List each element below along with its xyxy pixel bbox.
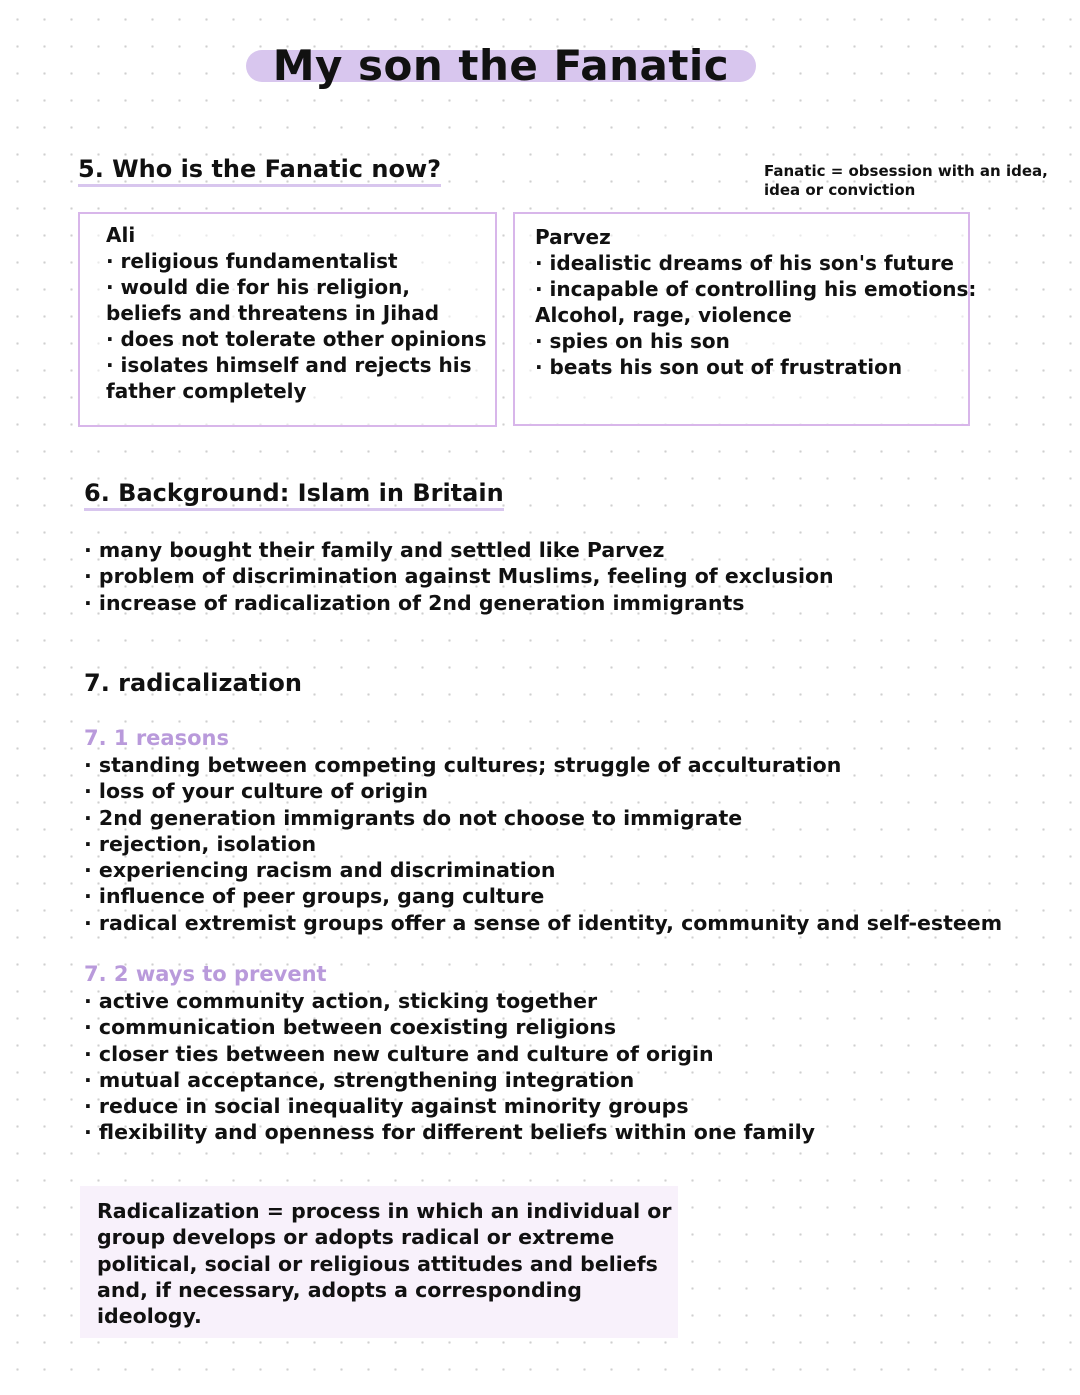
ali-line: beliefs and threatens in Jihad [106,301,440,325]
list-item: · radical extremist groups offer a sense of identity, community and self-esteem [84,910,1003,935]
definition-line: and, if necessary, adopts a corresponding [97,1277,582,1302]
list-item: · closer ties between new culture and culture of origin [84,1041,714,1066]
list-item: · reduce in social inequality against minority groups [84,1094,689,1119]
page-title: My son the Fanatic [272,41,730,90]
definition-line: Radicalization = process in which an individual or [97,1199,672,1223]
ali-line: · does not tolerate other opinions [106,327,487,351]
ali-box [78,212,497,427]
list-item: · 2nd generation immigrants do not choose to immigrate [84,805,743,830]
parvez-line: · idealistic dreams of his son's future [535,251,954,275]
ali-line: father completely [106,379,307,403]
list-item: · experiencing racism and discrimination [84,858,556,883]
definition-line: group develops or adopts radical or extreme [97,1225,615,1250]
parvez-line: · incapable of controlling his emotions: [535,277,977,301]
title-block [246,40,756,90]
list-item: · problem of discrimination against Muslims, feeling of exclusion [84,564,834,589]
parvez-box [513,212,977,426]
ali-line: · isolates himself and rejects his [106,353,472,377]
parvez-line: · spies on his son [535,329,730,353]
definition-line: ideology. [97,1304,202,1329]
list-item: · flexibility and openness for different beliefs within one family [84,1120,816,1145]
ali-label: Ali [106,223,136,247]
parvez-line: · beats his son out of frustration [535,355,903,379]
section-7-heading: 7. radicalization [84,669,302,697]
section-6-list [84,537,834,616]
list-item: · mutual acceptance, strengthening integration [84,1067,635,1092]
list-item: · communication between coexisting religions [84,1015,617,1040]
ali-line: · would die for his religion, [106,275,410,299]
list-item: · rejection, isolation [84,831,317,856]
ali-line: · religious fundamentalist [106,249,398,273]
parvez-label: Parvez [535,225,611,249]
section-5-heading: 5. Who is the Fanatic now? [78,154,441,187]
reasons-heading: 7. 1 reasons [84,726,229,750]
parvez-line: Alcohol, rage, violence [535,303,792,327]
list-item: · increase of radicalization of 2nd generation immigrants [84,590,745,615]
prevent-heading: 7. 2 ways to prevent [84,962,327,986]
list-item: · standing between competing cultures; struggle of acculturation [84,753,842,777]
section-6-heading: 6. Background: Islam in Britain [84,478,504,511]
list-item: · many bought their family and settled like Parvez [84,538,665,562]
reasons-list [84,752,1002,936]
fanatic-definition-note: Fanatic = obsession with an idea, idea or conviction [764,162,1048,199]
list-item: · loss of your culture of origin [84,779,428,804]
radicalization-definition-box [80,1186,678,1338]
prevent-list [84,988,815,1146]
list-item: · active community action, sticking together [84,989,598,1013]
list-item: · influence of peer groups, gang culture [84,884,545,909]
definition-line: political, social or religious attitudes and beliefs [97,1251,658,1276]
